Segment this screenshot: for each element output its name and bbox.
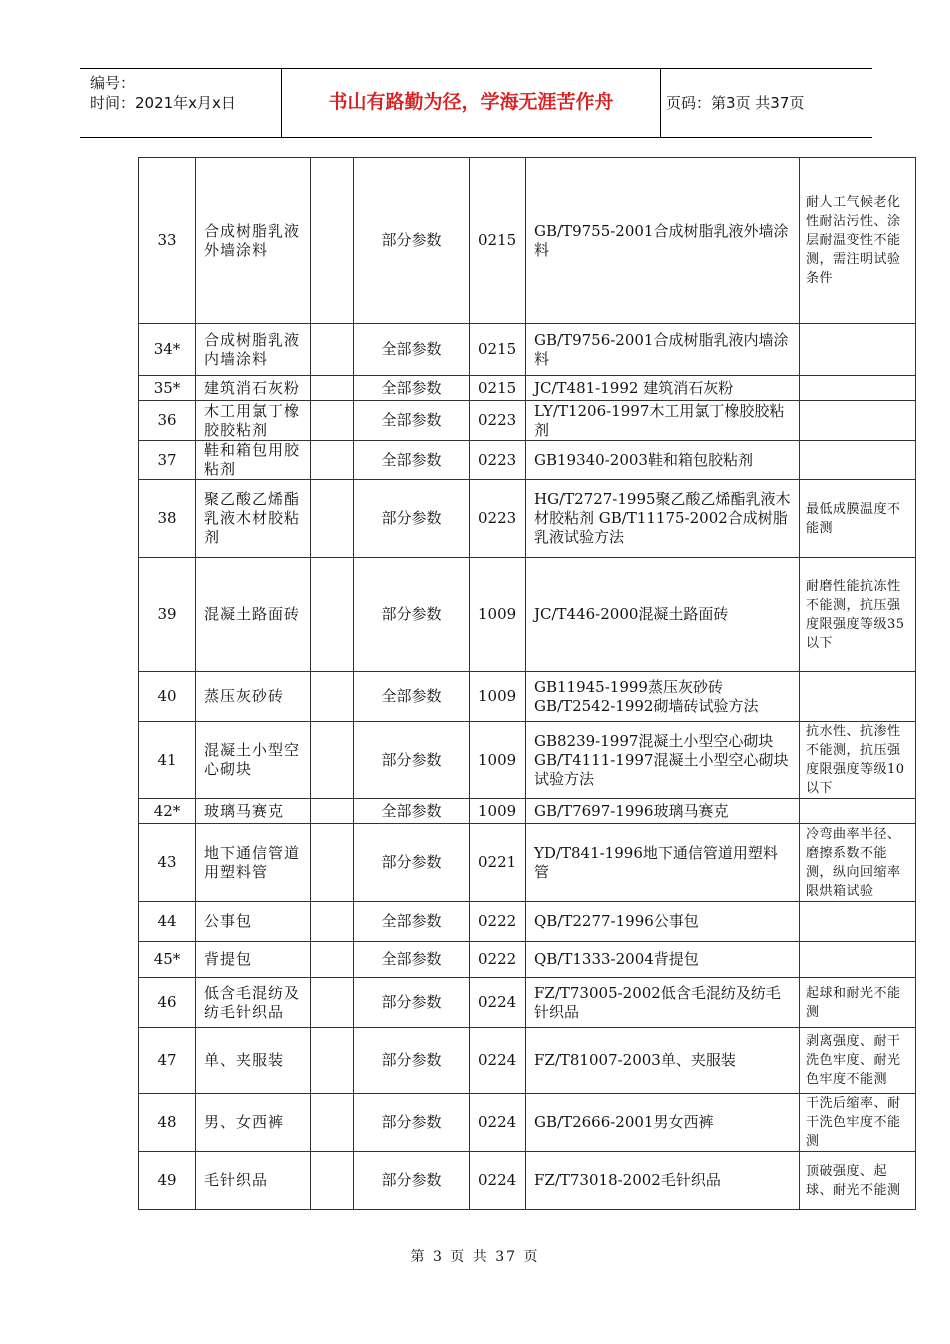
blank-cell [311, 558, 354, 672]
product-name: 玻璃马赛克 [196, 799, 311, 824]
test-scope: 全部参数 [354, 324, 470, 376]
time-label: 时间：2021年x月x日 [90, 94, 236, 112]
test-scope: 部分参数 [354, 722, 470, 799]
restriction-note: 顶破强度、起球、耐光不能测 [800, 1152, 916, 1210]
category-code: 0223 [470, 401, 526, 441]
standard-name: QB/T1333-2004背提包 [526, 942, 800, 978]
test-scope: 全部参数 [354, 942, 470, 978]
blank-cell [311, 902, 354, 942]
product-name: 公事包 [196, 902, 311, 942]
test-scope: 全部参数 [354, 672, 470, 722]
row-number: 43 [139, 824, 196, 902]
standard-name: QB/T2277-1996公事包 [526, 902, 800, 942]
restriction-note: 起球和耐光不能测 [800, 978, 916, 1028]
table-row [139, 978, 916, 1028]
row-number: 39 [139, 558, 196, 672]
restriction-note [800, 324, 916, 376]
standard-name: GB/T9756-2001合成树脂乳液内墙涂料 [526, 324, 800, 376]
row-number: 44 [139, 902, 196, 942]
category-code: 0224 [470, 1152, 526, 1210]
standard-name: LY/T1206-1997木工用氯丁橡胶胶粘剂 [526, 401, 800, 441]
table-row [139, 799, 916, 824]
row-number: 40 [139, 672, 196, 722]
category-code: 0223 [470, 480, 526, 558]
product-name: 男、女西裤 [196, 1094, 311, 1152]
restriction-note: 耐人工气候老化性耐沾污性、涂层耐温变性不能测，需注明试验条件 [800, 158, 916, 324]
row-number: 34* [139, 324, 196, 376]
test-scope: 部分参数 [354, 824, 470, 902]
restriction-note: 冷弯曲率半径、磨擦系数不能测，纵向回缩率限烘箱试验 [800, 824, 916, 902]
product-name: 合成树脂乳液内墙涂料 [196, 324, 311, 376]
page-header [80, 68, 872, 138]
header-divider [660, 69, 661, 137]
category-code: 1009 [470, 558, 526, 672]
product-name: 聚乙酸乙烯酯乳液木材胶粘剂 [196, 480, 311, 558]
row-number: 49 [139, 1152, 196, 1210]
header-motto: 书山有路勤为径，学海无涯苦作舟 [328, 91, 614, 113]
blank-cell [311, 324, 354, 376]
standard-name: YD/T841-1996地下通信管道用塑料管 [526, 824, 800, 902]
blank-cell [311, 480, 354, 558]
table-row [139, 1028, 916, 1094]
category-code: 0215 [470, 376, 526, 401]
restriction-note [800, 942, 916, 978]
blank-cell [311, 1094, 354, 1152]
row-number: 37 [139, 441, 196, 480]
standard-name: GB11945-1999蒸压灰砂砖 GB/T2542-1992砌墙砖试验方法 [526, 672, 800, 722]
table-row [139, 324, 916, 376]
test-scope: 部分参数 [354, 1152, 470, 1210]
restriction-note: 最低成膜温度不能测 [800, 480, 916, 558]
test-scope: 部分参数 [354, 1094, 470, 1152]
test-scope: 部分参数 [354, 480, 470, 558]
table-row [139, 376, 916, 401]
standard-name: GB/T2666-2001男女西裤 [526, 1094, 800, 1152]
product-name: 建筑消石灰粉 [196, 376, 311, 401]
product-name: 背提包 [196, 942, 311, 978]
row-number: 45* [139, 942, 196, 978]
product-name: 地下通信管道用塑料管 [196, 824, 311, 902]
test-scope: 部分参数 [354, 1028, 470, 1094]
header-meta [90, 73, 236, 113]
restriction-note [800, 376, 916, 401]
table-row [139, 158, 916, 324]
standard-name: JC/T481-1992 建筑消石灰粉 [526, 376, 800, 401]
row-number: 36 [139, 401, 196, 441]
table-row [139, 558, 916, 672]
test-scope: 部分参数 [354, 978, 470, 1028]
test-scope: 全部参数 [354, 902, 470, 942]
table-row [139, 1152, 916, 1210]
table-row [139, 902, 916, 942]
standard-name: FZ/T73018-2002毛针织品 [526, 1152, 800, 1210]
product-name: 蒸压灰砂砖 [196, 672, 311, 722]
test-scope: 全部参数 [354, 441, 470, 480]
category-code: 0224 [470, 978, 526, 1028]
blank-cell [311, 942, 354, 978]
row-number: 35* [139, 376, 196, 401]
category-code: 0222 [470, 942, 526, 978]
blank-cell [311, 441, 354, 480]
test-scope: 全部参数 [354, 799, 470, 824]
standard-name: JC/T446-2000混凝土路面砖 [526, 558, 800, 672]
table-row [139, 722, 916, 799]
category-code: 1009 [470, 799, 526, 824]
standard-name: HG/T2727-1995聚乙酸乙烯酯乳液木材胶粘剂 GB/T11175-2002合成树脂乳液试验方法 [526, 480, 800, 558]
category-code: 1009 [470, 722, 526, 799]
table-row [139, 480, 916, 558]
standard-name: GB/T9755-2001合成树脂乳液外墙涂料 [526, 158, 800, 324]
product-name: 鞋和箱包用胶粘剂 [196, 441, 311, 480]
product-name: 低含毛混纺及纺毛针织品 [196, 978, 311, 1028]
table-row [139, 441, 916, 480]
product-name: 混凝土路面砖 [196, 558, 311, 672]
standards-table [138, 157, 916, 1210]
row-number: 42* [139, 799, 196, 824]
product-name: 单、夹服装 [196, 1028, 311, 1094]
category-code: 0223 [470, 441, 526, 480]
category-code: 0215 [470, 158, 526, 324]
blank-cell [311, 722, 354, 799]
blank-cell [311, 401, 354, 441]
restriction-note [800, 799, 916, 824]
restriction-note: 剥离强度、耐干洗色牢度、耐光色牢度不能测 [800, 1028, 916, 1094]
product-name: 木工用氯丁橡胶胶粘剂 [196, 401, 311, 441]
blank-cell [311, 672, 354, 722]
row-number: 48 [139, 1094, 196, 1152]
category-code: 0224 [470, 1094, 526, 1152]
table-row [139, 672, 916, 722]
product-name: 毛针织品 [196, 1152, 311, 1210]
test-scope: 全部参数 [354, 376, 470, 401]
restriction-note: 耐磨性能抗冻性不能测，抗压强度限强度等级35以下 [800, 558, 916, 672]
table-row [139, 401, 916, 441]
row-number: 38 [139, 480, 196, 558]
restriction-note [800, 672, 916, 722]
category-code: 0215 [470, 324, 526, 376]
table-row [139, 1094, 916, 1152]
product-name: 混凝土小型空心砌块 [196, 722, 311, 799]
test-scope: 全部参数 [354, 401, 470, 441]
blank-cell [311, 158, 354, 324]
blank-cell [311, 824, 354, 902]
category-code: 1009 [470, 672, 526, 722]
table-row [139, 942, 916, 978]
category-code: 0224 [470, 1028, 526, 1094]
row-number: 41 [139, 722, 196, 799]
blank-cell [311, 376, 354, 401]
restriction-note: 抗水性、抗渗性不能测，抗压强度限强度等级10以下 [800, 722, 916, 799]
test-scope: 部分参数 [354, 158, 470, 324]
row-number: 46 [139, 978, 196, 1028]
row-number: 47 [139, 1028, 196, 1094]
blank-cell [311, 799, 354, 824]
category-code: 0222 [470, 902, 526, 942]
restriction-note [800, 902, 916, 942]
row-number: 33 [139, 158, 196, 324]
test-scope: 部分参数 [354, 558, 470, 672]
restriction-note [800, 441, 916, 480]
standard-name: FZ/T81007-2003单、夹服装 [526, 1028, 800, 1094]
blank-cell [311, 978, 354, 1028]
restriction-note [800, 401, 916, 441]
table-row [139, 824, 916, 902]
category-code: 0221 [470, 824, 526, 902]
standard-name: FZ/T73005-2002低含毛混纺及纺毛针织品 [526, 978, 800, 1028]
number-label: 编号： [90, 74, 136, 92]
blank-cell [311, 1152, 354, 1210]
page-code: 页码：第3页 共37页 [666, 94, 805, 112]
standard-name: GB19340-2003鞋和箱包胶粘剂 [526, 441, 800, 480]
restriction-note: 干洗后缩率、耐干洗色牢度不能测 [800, 1094, 916, 1152]
product-name: 合成树脂乳液外墙涂料 [196, 158, 311, 324]
standard-name: GB/T7697-1996玻璃马赛克 [526, 799, 800, 824]
standard-name: GB8239-1997混凝土小型空心砌块 GB/T4111-1997混凝土小型空心砌块试验方法 [526, 722, 800, 799]
blank-cell [311, 1028, 354, 1094]
page-footer: 第 3 页 共 37 页 [410, 1249, 540, 1265]
